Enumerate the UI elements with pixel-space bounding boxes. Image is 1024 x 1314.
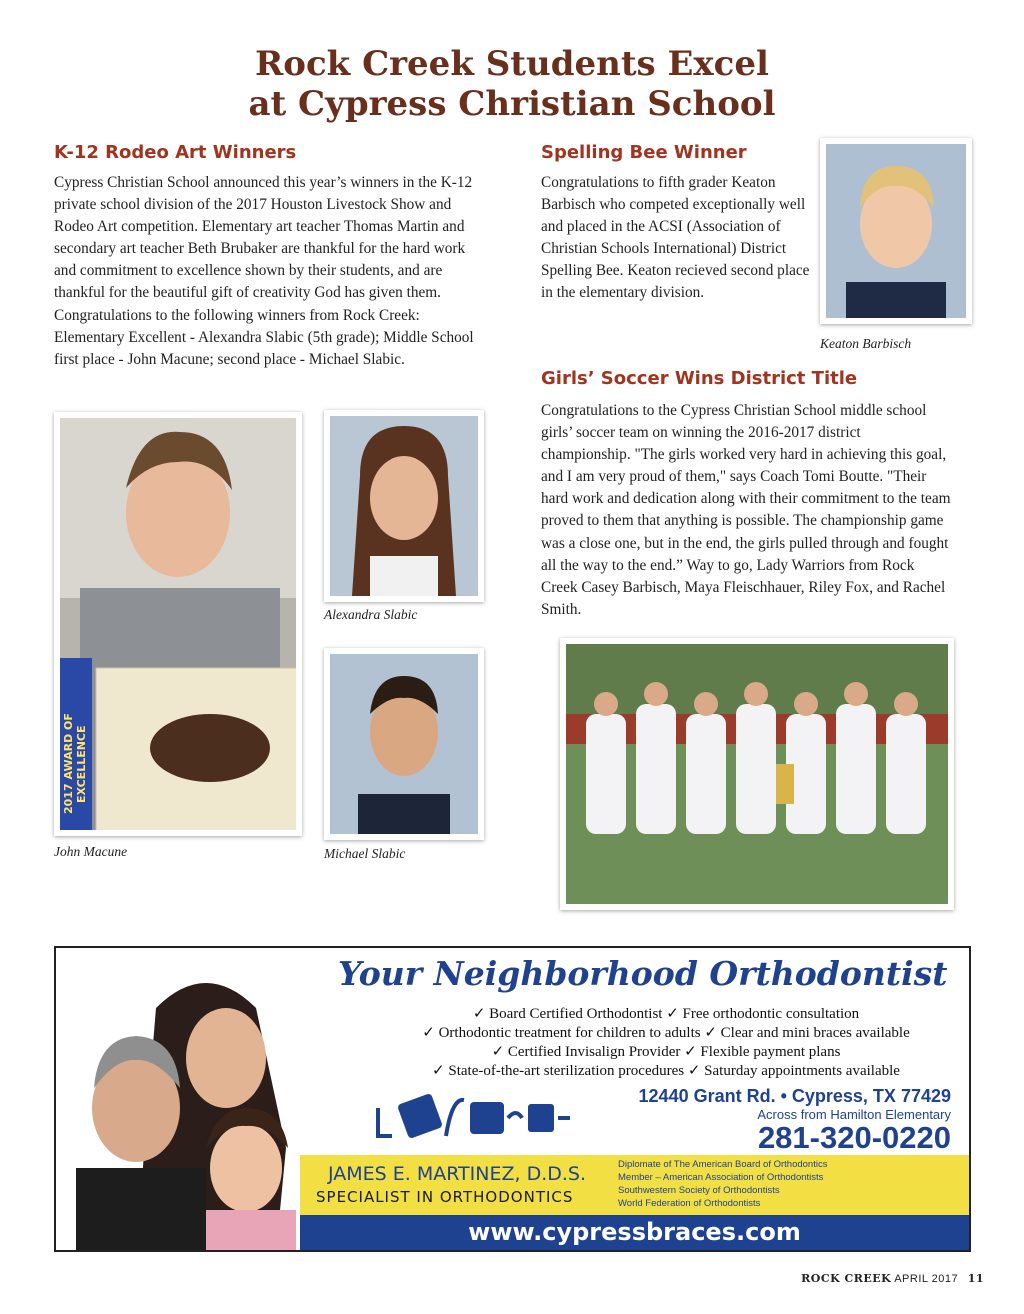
ad-credentials [618,1158,827,1210]
title-line-2: at Cypress Christian School [248,84,776,124]
alexandra-slabic-photo [324,410,484,602]
ad-credential-2: Member – American Association of Orthodontists [618,1172,824,1183]
ad-website-link[interactable]: www.cypressbraces.com [300,1215,969,1250]
john-macune-photo [54,412,302,836]
title-line-1: Rock Creek Students Excel [255,44,769,84]
spelling-heading: Spelling Bee Winner [541,142,747,163]
ad-credential-3: Southwestern Society of Orthodontists [618,1185,780,1196]
orthodontist-ad [54,946,971,1252]
ad-doctor-name: JAMES E. MARTINEZ, D.D.S. [328,1163,587,1185]
spelling-paragraph: Congratulations to fifth grader Keaton Barbisch who competed exceptionally well and placed in the ACSI (Association of Christian Schools International) District Spelling Bee. Keaton recieved second place in the elementary division. [541,174,810,302]
michael-slabic-illustration [330,654,478,834]
ad-line-2: ✓ Orthodontic treatment for children to adults ✓ Clear and mini braces available [422,1025,910,1041]
soccer-paragraph: Congratulations to the Cypress Christian School middle school girls’ soccer team on winning the 2016-2017 district championship. "The girls worked very hard in achieving this goal, and I am very proud of them," says Coach Tomi Boutte. "Their hard work and dedication along with their commitment to the team proved to them that anything is possible. The championship game was a close one, but in the end, the girls pulled through and fought all the way to the end.” Way to go, Lady Warriors from Rock Creek Casey Barbisch, Maya Fleischhauer, Riley Fox, and Rachel Smith. [541,402,951,618]
ad-credentials-band [300,1155,969,1215]
ad-line-3: ✓ Certified Invisalign Provider ✓ Flexible payment plans [491,1044,841,1060]
page-title [0,44,1024,124]
page-footer [801,1272,984,1285]
art-heading: K-12 Rodeo Art Winners [54,142,297,163]
footer-issue: APRIL 2017 [894,1273,959,1285]
caption-alexandra-slabic: Alexandra Slabic [324,607,418,622]
alexandra-slabic-illustration [330,416,478,596]
michael-slabic-photo [324,648,484,840]
ad-line-1: ✓ Board Certified Orthodontist ✓ Free orthodontic consultation [472,1006,860,1022]
ad-specialty: SPECIALIST IN ORTHODONTICS [316,1188,574,1206]
ad-address: 12440 Grant Rd. • Cypress, TX 77429 [638,1086,951,1106]
ad-credential-1: Diplomate of The American Board of Orthodontics [618,1159,828,1170]
ad-landmark: Across from Hamilton Elementary [757,1107,951,1122]
footer-page-number: 11 [967,1272,984,1285]
ad-credential-4: World Federation of Orthodontists [618,1198,761,1209]
footer-publication: ROCK CREEK [801,1272,892,1285]
keaton-barbisch-photo [820,138,972,324]
caption-john-macune: John Macune [54,844,128,859]
caption-michael-slabic: Michael Slabic [324,846,406,861]
ad-line-4: ✓ State-of-the-art sterilization procedures ✓ Saturday appointments available [432,1063,900,1079]
john-macune-illustration [60,418,296,830]
art-paragraph: Cypress Christian School announced this year’s winners in the K-12 private school division of the 2017 Houston Livestock Show and Rodeo Art competition. Elementary art teacher Thomas Martin and secondary art teacher Beth Brubaker are thankful for the hard work and commitment to excellence shown by their students, and are thankful for the beautiful gift of creativity God has given them. Congratulations to the following winners from Rock Creek: Elementary Excellent - Alexandra Slabic (5th grade); Middle School first place - John Macune; second place - Michael Slabic. [54,174,474,368]
braces-logo-icon [372,1088,572,1148]
award-ribbon: 2017 AWARD OF EXCELLENCE [62,713,88,815]
ad-phone: 281-320-0220 [757,1120,951,1155]
soccer-team-illustration [566,644,948,904]
ad-title: Your Neighborhood Orthodontist [338,954,948,993]
soccer-heading: Girls’ Soccer Wins District Title [541,368,858,389]
caption-keaton-barbisch: Keaton Barbisch [820,336,912,351]
keaton-barbisch-illustration [826,144,966,318]
soccer-team-photo [560,638,954,910]
